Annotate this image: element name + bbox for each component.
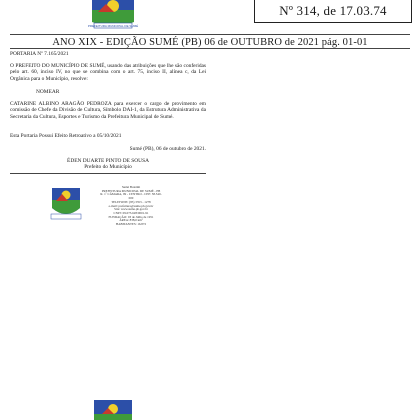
edition-number-box [254, 0, 412, 23]
footer-address [98, 186, 164, 227]
address-line: R. 1º CÂMARA, 99 - CENTRO - CEP: 58.540-000 [100, 192, 162, 201]
portaria-verb: NOMEAR [36, 89, 60, 95]
address-line: Sumé Boletim [121, 185, 141, 189]
signer-name: ÉDEN DUARTE PINTO DE SOUSA [67, 158, 149, 164]
address-line: TELEFONE: (83) 3353 - 1278 [111, 199, 151, 204]
header-rule-top [10, 34, 410, 35]
address-line: FUNDAÇÃO: 03 de Julho de 1951 [108, 214, 154, 219]
signer-role: Prefeito do Município [84, 164, 132, 170]
portaria-preamble: O PREFEITO DO MUNICÍPIO DE SUMÉ, usando das atribuições que lhe são conferidas pelo art. 60, inciso IV, no que se combina com o art. 75, inciso II, alínea c, da Lei Orgânica para o Município, resolve: [10, 63, 206, 82]
address-line: e-mail: prefeitura@sume.pb.gov.br [108, 203, 154, 208]
address-line: ÁREA: 838,0 km² [119, 218, 143, 223]
edition-number: Nº 314, de 17.03.74 [279, 3, 387, 18]
footer-crest-logo [46, 186, 86, 222]
svg-text:PREFEITURA MUNICIPAL DE SUMÉ: PREFEITURA MUNICIPAL DE SUMÉ [87, 24, 139, 28]
portaria-effect: Esta Portaria Possui Efeito Retroativo a 05/10/2021 [10, 133, 122, 139]
address-line: Site: www.sume.pb.gov.br [114, 207, 148, 212]
portaria-body: CATARINE ALBINO ARAGÃO PEDROZA para exercer o cargo de provimento em comissão de Chefe da Divisão de Cultura, Símbolo DAI-1, da Estrutura Administrativa da Secretaria da Cultura, Esportes e Turismo da Prefeitura Municipal de Sumé. [10, 101, 206, 120]
place-date: Sumé (PB), 06 de outubro de 2021. [129, 146, 206, 152]
edition-line: ANO XIX - EDIÇÃO SUMÉ (PB) 06 de OUTUBRO de 2021 pág. 01-01 [52, 37, 368, 48]
address-line: PREFEITURA MUNICIPAL DE SUMÉ - PB [101, 188, 161, 193]
address-line: CNPJ: 09.073.628/0001-91 [113, 210, 149, 215]
municipal-crest-logo [84, 0, 142, 30]
portaria-title: PORTARIA Nº 7.165/2021 [10, 51, 69, 57]
header-rule-bottom [10, 48, 410, 49]
footer-rule [10, 173, 206, 174]
bottom-crest-logo [88, 400, 138, 420]
address-line: HABITANTES: 16.872 [115, 222, 147, 227]
